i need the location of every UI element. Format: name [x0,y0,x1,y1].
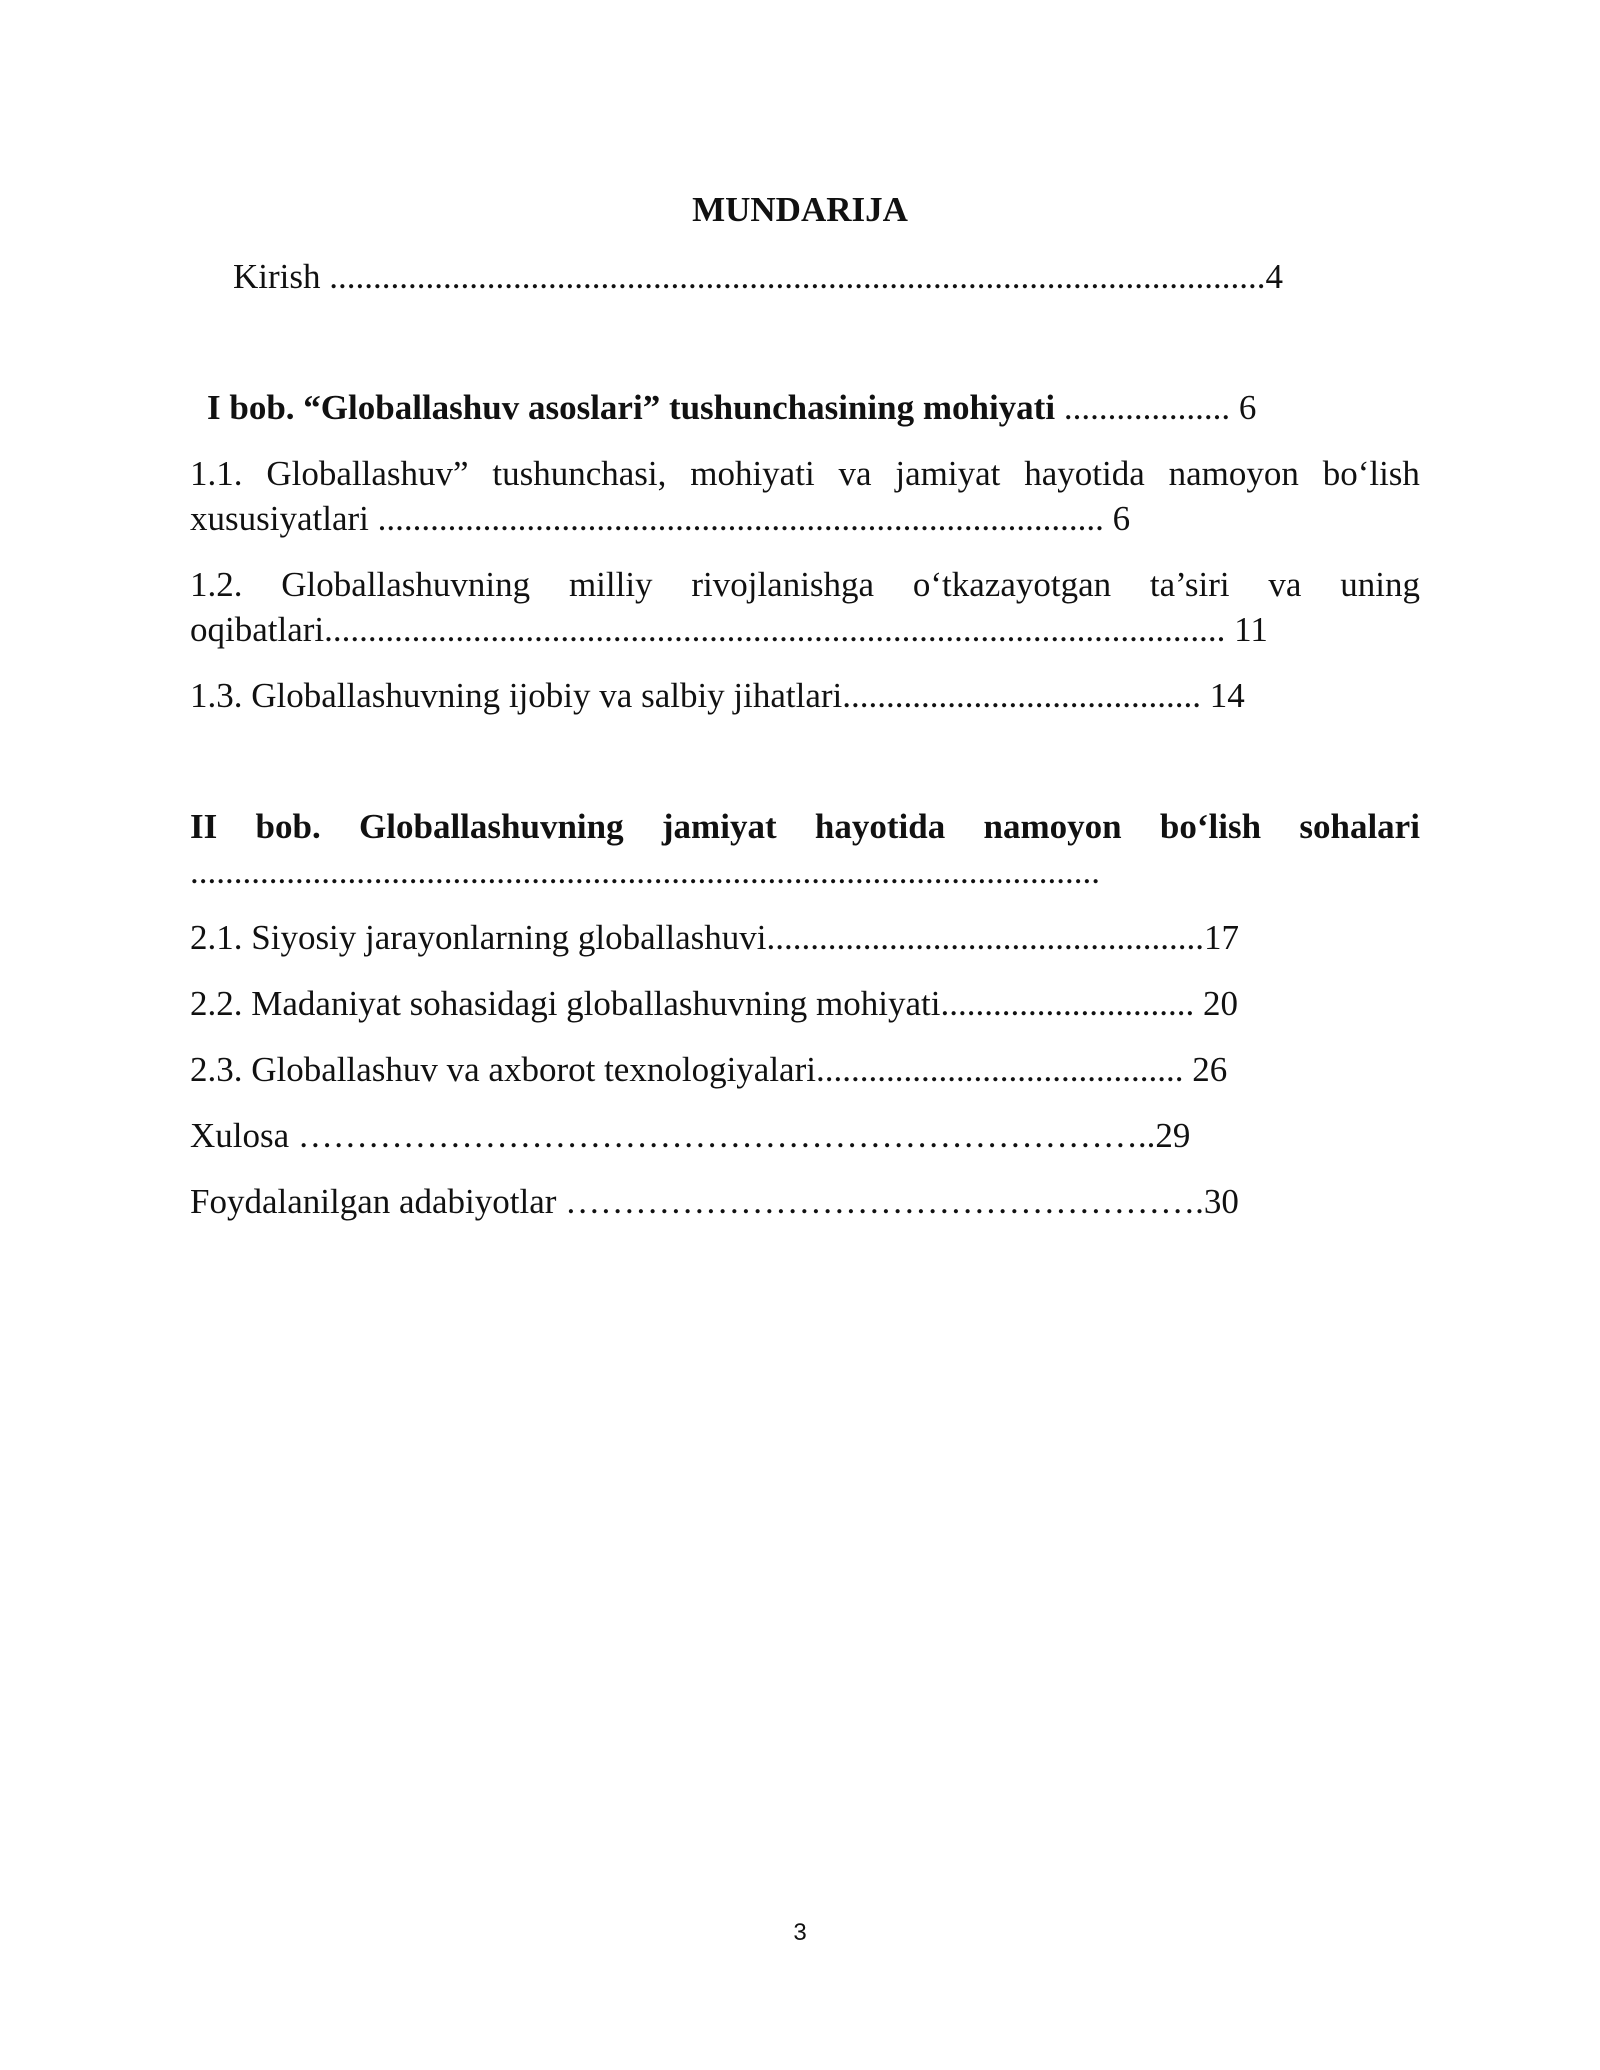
toc-entry-1-3: 1.3. Globallashuvning ijobiy va salbiy jihatlari......................................... 14 [190,676,1245,715]
toc-entry-xulosa: Xulosa ………………………………………………………………..29 [190,1116,1191,1155]
word: mohiyati [690,454,815,493]
word: bob. [255,807,321,846]
word: tushunchasi, [492,454,667,493]
word: rivojlanishga [691,565,875,604]
toc-entry-chapter-2-line2: ........................................................................................................ [190,852,1100,891]
toc-title: MUNDARIJA [692,190,908,229]
word: 1.2. [190,565,243,604]
toc-entry-chapter-2-line1 [190,805,1420,849]
word: va [838,454,872,493]
toc-entry-1-2-line2: oqibatlari....................................................................................................... 11 [190,610,1268,649]
toc-entry-1-2-line1 [190,563,1420,607]
word: uning [1340,565,1420,604]
word: II [190,807,218,846]
word: hayotida [814,807,946,846]
toc-entry-chapter-1 [207,386,1256,430]
word: bo‘lish [1159,807,1262,846]
toc-entry-2-1: 2.1. Siyosiy jarayonlarning globallashuvi..................................................17 [190,918,1239,957]
chapter-1-leader: ................... 6 [1055,388,1257,427]
word: namoyon [983,807,1122,846]
toc-entry-adabiyotlar: Foydalanilgan adabiyotlar ……………………………………………….30 [190,1182,1239,1221]
word: 1.1. [190,454,243,493]
word: jamiyat [661,807,777,846]
toc-entry-2-2: 2.2. Madaniyat sohasidagi globallashuvning mohiyati............................. 20 [190,984,1238,1023]
word: Globallashuvning [359,807,624,846]
toc-entry-1-1-line2: xususiyatlari ................................................................................... 6 [190,499,1131,538]
word: milliy [568,565,653,604]
word: namoyon [1168,454,1299,493]
page-number: 3 [793,1919,807,1946]
word: va [1268,565,1302,604]
word: ta’siri [1149,565,1230,604]
chapter-1-heading: I bob. “Globallashuv asoslari” tushunchasining mohiyati [207,388,1056,427]
word: bo‘lish [1322,454,1420,493]
word: Globallashuv” [266,454,469,493]
word: Globallashuvning [281,565,531,604]
word: sohalari [1299,807,1420,846]
toc-entry-kirish: Kirish ...........................................................................................................4 [233,257,1283,296]
word: o‘tkazayotgan [912,565,1112,604]
toc-entry-2-3: 2.3. Globallashuv va axborot texnologiyalari.......................................... 26 [190,1050,1228,1089]
toc-entry-1-1-line1 [190,452,1420,496]
word: hayotida [1024,454,1145,493]
word: jamiyat [895,454,1001,493]
